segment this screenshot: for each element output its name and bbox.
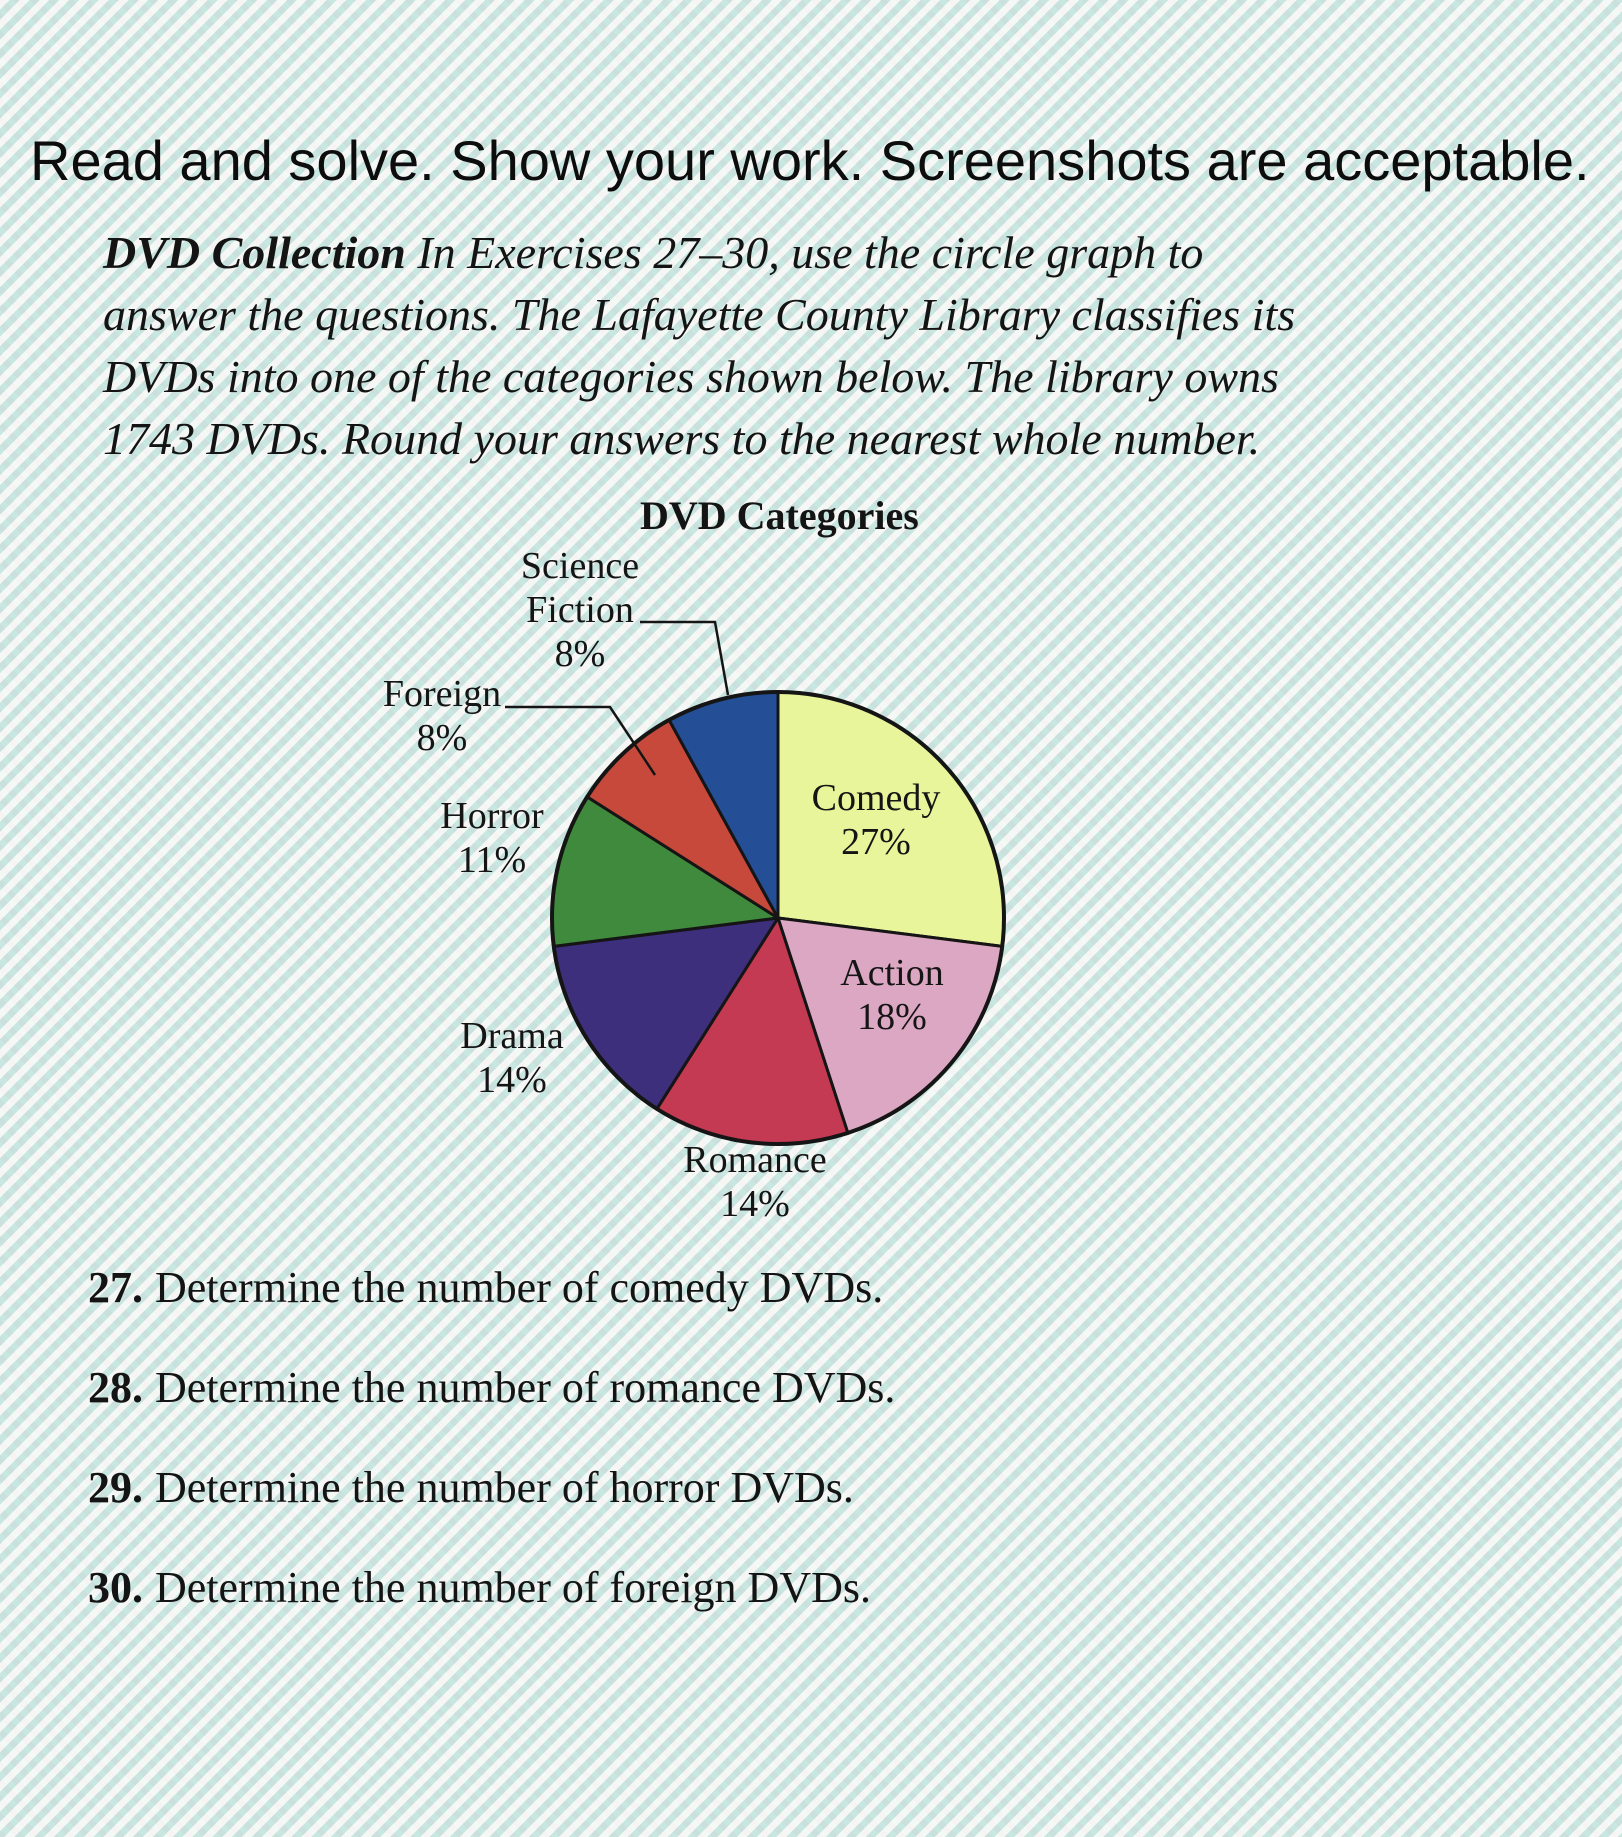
slice-percent: 8%: [554, 633, 606, 675]
slice-name: Action: [840, 952, 944, 994]
exercise-number: 28.: [88, 1363, 143, 1412]
exercise-item: [88, 1558, 895, 1658]
exercise-list: [88, 1258, 895, 1658]
slice-label-foreign: [383, 673, 501, 759]
slice-label-romance: [683, 1139, 827, 1225]
slice-percent: 8%: [416, 717, 468, 759]
exercise-number: 29.: [88, 1463, 143, 1512]
pie-slice-comedy: [778, 692, 1004, 946]
exercise-text: Determine the number of comedy DVDs.: [155, 1263, 884, 1312]
slice-name: Drama: [460, 1015, 564, 1057]
slice-label-science-fiction: [521, 545, 639, 675]
slice-label-drama: [460, 1015, 564, 1101]
slice-percent: 27%: [841, 821, 911, 863]
slice-name: Horror: [440, 795, 544, 837]
slice-percent: 18%: [857, 996, 927, 1038]
slice-name: Romance: [683, 1139, 827, 1181]
exercise-number: 27.: [88, 1263, 143, 1312]
slice-percent: 14%: [720, 1183, 790, 1225]
problem-text: In Exercises 27–30, use the circle graph to answer the questions. The Lafayette County Library classifies its DVDs into one of the categories shown below. The library owns 1743 DVDs. Round your answers to the nearest whole number.: [103, 227, 1296, 464]
exercise-number: 30.: [88, 1563, 143, 1612]
exercise-item: [88, 1258, 895, 1358]
slice-percent: 14%: [477, 1059, 547, 1101]
slice-name: Science: [520, 545, 640, 587]
slice-name: Foreign: [382, 673, 502, 715]
slice-name: Fiction: [526, 589, 634, 631]
instruction-heading: Read and solve. Show your work. Screenshots are acceptable.: [30, 129, 1590, 192]
exercise-text: Determine the number of horror DVDs.: [155, 1463, 854, 1512]
leader-line-science-fiction: [640, 622, 728, 695]
exercise-text: Determine the number of foreign DVDs.: [155, 1563, 872, 1612]
exercise-text: Determine the number of romance DVDs.: [155, 1363, 896, 1412]
problem-lead: DVD Collection: [103, 227, 406, 278]
exercise-item: [88, 1458, 895, 1558]
slice-name: Comedy: [811, 777, 941, 819]
slice-percent: 11%: [457, 839, 527, 881]
slice-label-horror: [440, 795, 544, 881]
exercise-item: [88, 1358, 895, 1458]
chart-title: DVD Categories: [640, 493, 919, 538]
